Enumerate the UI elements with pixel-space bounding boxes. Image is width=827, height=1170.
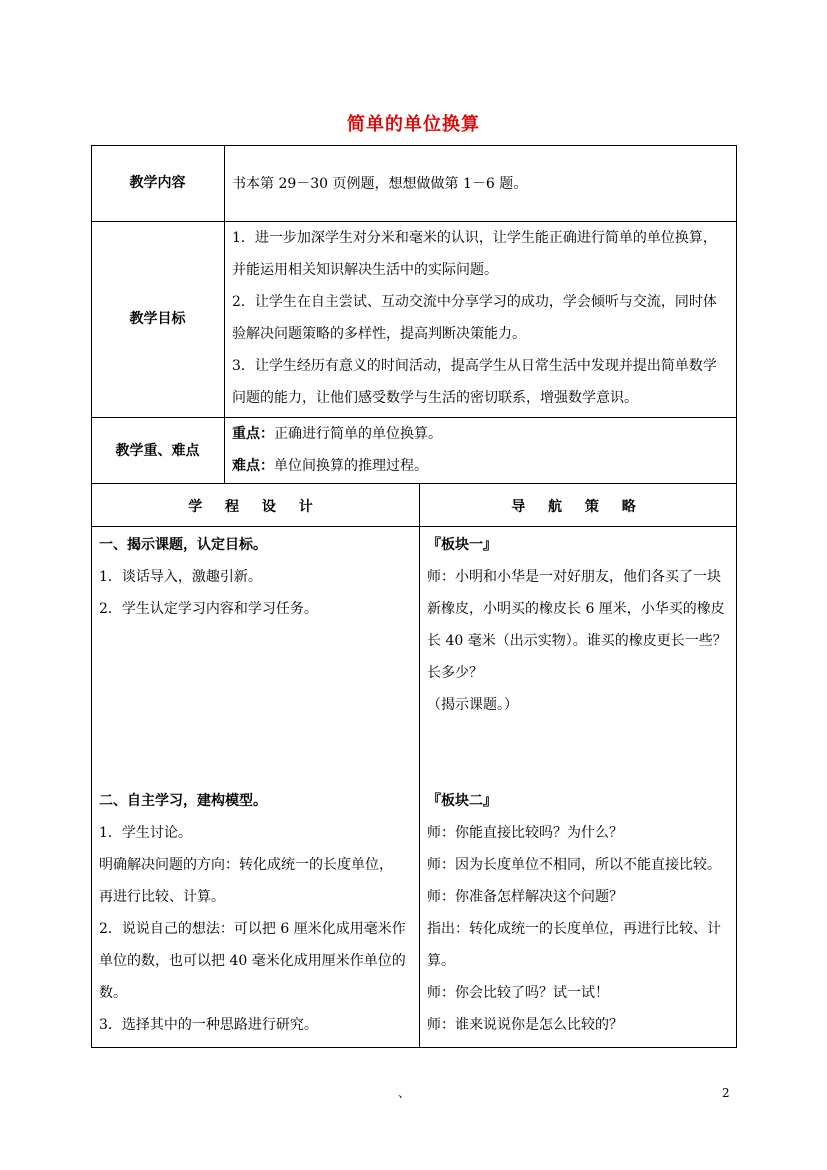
key-point-label: 重点： [232, 426, 274, 442]
goals-text [232, 222, 736, 414]
left-column-header: 学 程 设 计 [188, 499, 322, 515]
text-line: 2．学生认定学习内容和学习任务。 [99, 601, 318, 617]
document-title: 简单的单位换算 [347, 114, 480, 135]
goal-line: 2．让学生在自主尝试、互动交流中分享学习的成功，学会倾听与交流，同时体 [232, 294, 717, 310]
text-line: 3．选择其中的一种思路进行研究。 [99, 1017, 318, 1033]
text-line: 算。 [427, 953, 455, 969]
text-line: 新橡皮，小明买的橡皮长 6 厘米，小华买的橡皮 [427, 601, 725, 617]
row-divider-4 [91, 526, 737, 527]
content-text: 书本第 29－30 页例题，想想做做第 1－6 题。 [232, 176, 528, 192]
text-line: 2．说说自己的想法：可以把 6 厘米化成用毫米作 [99, 921, 406, 937]
block-heading: 『板块二』 [427, 793, 497, 809]
goal-line: 1．进一步加深学生对分米和毫米的认识，让学生能正确进行简单的单位换算， [232, 230, 717, 246]
keypoints-text [232, 418, 732, 482]
text-line: 1．学生讨论。 [99, 825, 192, 841]
block-heading: 『板块一』 [427, 537, 497, 553]
keypoints-label: 教学重、难点 [115, 443, 200, 459]
goal-line: 验解决问题策略的多样性，提高判断决策能力。 [232, 326, 526, 342]
text-line: 师：因为长度单位不相同，所以不能直接比较。 [427, 857, 721, 873]
text-line: 单位的数，也可以把 40 毫米化成用厘米作单位的 [99, 953, 406, 969]
difficulty-line [232, 450, 732, 482]
text-line: 指出：转化成统一的长度单位，再进行比较、计 [427, 921, 721, 937]
row-divider-3 [91, 483, 737, 484]
text-line: 师：小明和小华是一对好朋友，他们各买了一块 [427, 569, 721, 585]
section-heading: 二、自主学习，建构模型。 [99, 793, 267, 809]
text-line: 明确解决问题的方向：转化成统一的长度单位， [99, 857, 393, 873]
text-line: 数。 [99, 985, 127, 1001]
text-line: （揭示课题。） [427, 697, 518, 713]
difficulty-label: 难点： [232, 458, 274, 474]
difficulty-value: 单位间换算的推理过程。 [274, 458, 428, 474]
right-column-header: 导 航 策 略 [511, 499, 645, 515]
text-line: 长 40 毫米（出示实物）。谁买的橡皮更长一些？ [427, 633, 727, 649]
text-line: 师：谁来说说你是怎么比较的？ [427, 1017, 623, 1033]
footer-mark: 、 [398, 1086, 411, 1100]
left-column-content [99, 529, 417, 1041]
page-number: 2 [722, 1086, 730, 1100]
label-column-divider [224, 145, 225, 483]
column-divider [419, 483, 420, 1048]
text-line: 师：你能直接比较吗？为什么？ [427, 825, 623, 841]
key-point-line [232, 418, 732, 450]
text-line: 师：你准备怎样解决这个问题？ [427, 889, 623, 905]
goals-label: 教学目标 [129, 311, 186, 327]
content-label: 教学内容 [129, 175, 186, 191]
text-line: 再进行比较、计算。 [99, 889, 225, 905]
goal-line: 3．让学生经历有意义的时间活动，提高学生从日常生活中发现并提出简单数学 [232, 358, 717, 374]
goal-line: 并能运用相关知识解决生活中的实际问题。 [232, 262, 498, 278]
text-line: 长多少？ [427, 665, 483, 681]
key-point-value: 正确进行简单的单位换算。 [274, 426, 442, 442]
text-line: 1．谈话导入，激趣引新。 [99, 569, 262, 585]
goal-line: 问题的能力，让他们感受数学与生活的密切联系，增强数学意识。 [232, 390, 638, 406]
section-heading: 一、揭示课题，认定目标。 [99, 537, 267, 553]
right-column-content [427, 529, 735, 1041]
text-line: 师：你会比较了吗？试一试！ [427, 985, 609, 1001]
